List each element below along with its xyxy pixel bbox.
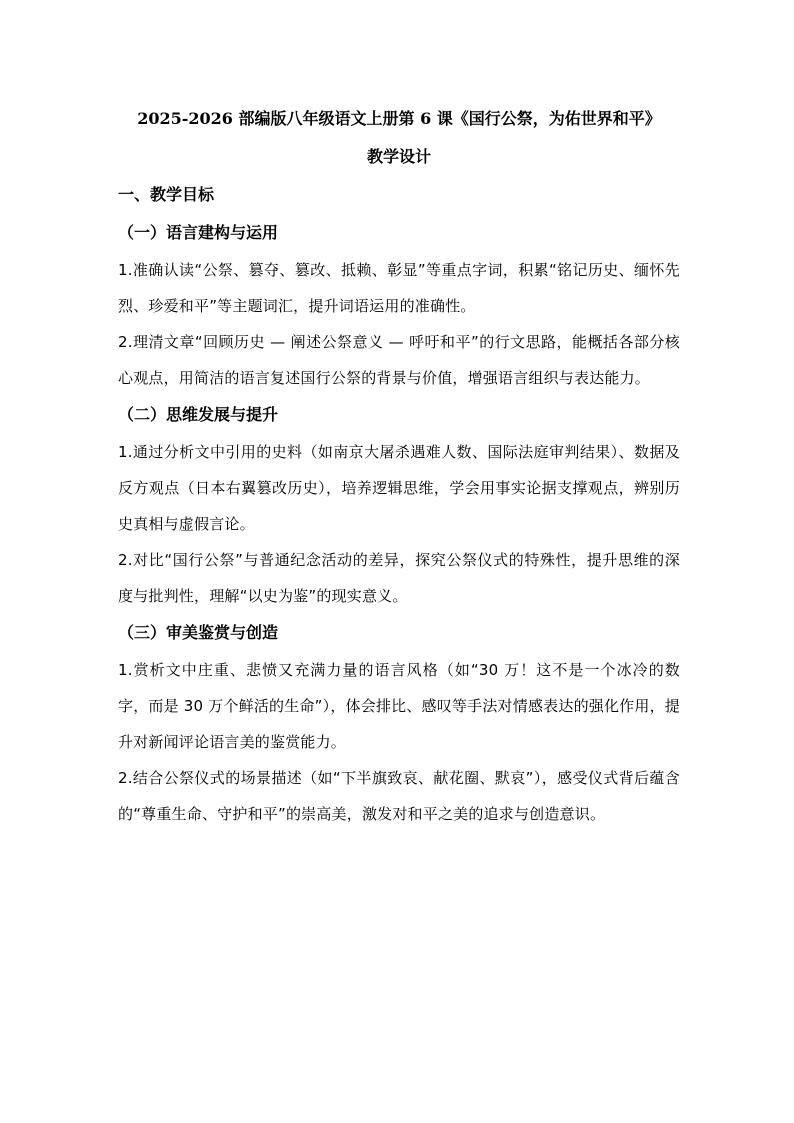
paragraph-aesthetics-1: 1.赏析文中庄重、悲愤又充满力量的语言风格（如“30 万！这不是一个冰冷的数字，而是 30 万个鲜活的生命”），体会排比、感叹等手法对情感表达的强化作用，提升对新闻评论语言美的鉴赏能力。 xyxy=(118,661,680,751)
paragraph-thinking-1: 1.通过分析文中引用的史料（如南京大屠杀遇难人数、国际法庭审判结果）、数据及反方观点（日本右翼篡改历史），培养逻辑思维，学会用事实论据支撑观点，辨别历史真相与虚假言论。 xyxy=(118,443,680,533)
subsection-heading-aesthetics: （三）审美鉴赏与创造 xyxy=(118,623,279,642)
title-line-2: 教学设计 xyxy=(366,147,431,166)
document-page xyxy=(118,100,680,832)
paragraph-aesthetics-2: 2.结合公祭仪式的场景描述（如“下半旗致哀、献花圈、默哀”），感受仪式背后蕴含的“尊重生命、守护和平”的崇高美，激发对和平之美的追求与创造意识。 xyxy=(118,769,680,823)
subsection-heading-language: （一）语言建构与运用 xyxy=(118,223,279,242)
paragraph-language-1: 1.准确认读“公祭、篡夺、篡改、抵赖、彰显”等重点字词，积累“铭记历史、缅怀先烈、珍爱和平”等主题词汇，提升词语运用的准确性。 xyxy=(118,261,680,315)
subsection-heading-thinking: （二）思维发展与提升 xyxy=(118,405,279,424)
document-title xyxy=(118,100,680,176)
section-heading-teaching-goals: 一、教学目标 xyxy=(118,185,215,204)
title-line-1: 2025-2026 部编版八年级语文上册第 6 课《国行公祭，为佑世界和平》 xyxy=(137,109,661,128)
paragraph-language-2: 2.理清文章“回顾历史 — 阐述公祭意义 — 呼吁和平”的行文思路，能概括各部分核心观点，用简洁的语言复述国行公祭的背景与价值，增强语言组织与表达能力。 xyxy=(118,333,680,387)
paragraph-thinking-2: 2.对比“国行公祭”与普通纪念活动的差异，探究公祭仪式的特殊性，提升思维的深度与批判性，理解“以史为鉴”的现实意义。 xyxy=(118,551,680,605)
